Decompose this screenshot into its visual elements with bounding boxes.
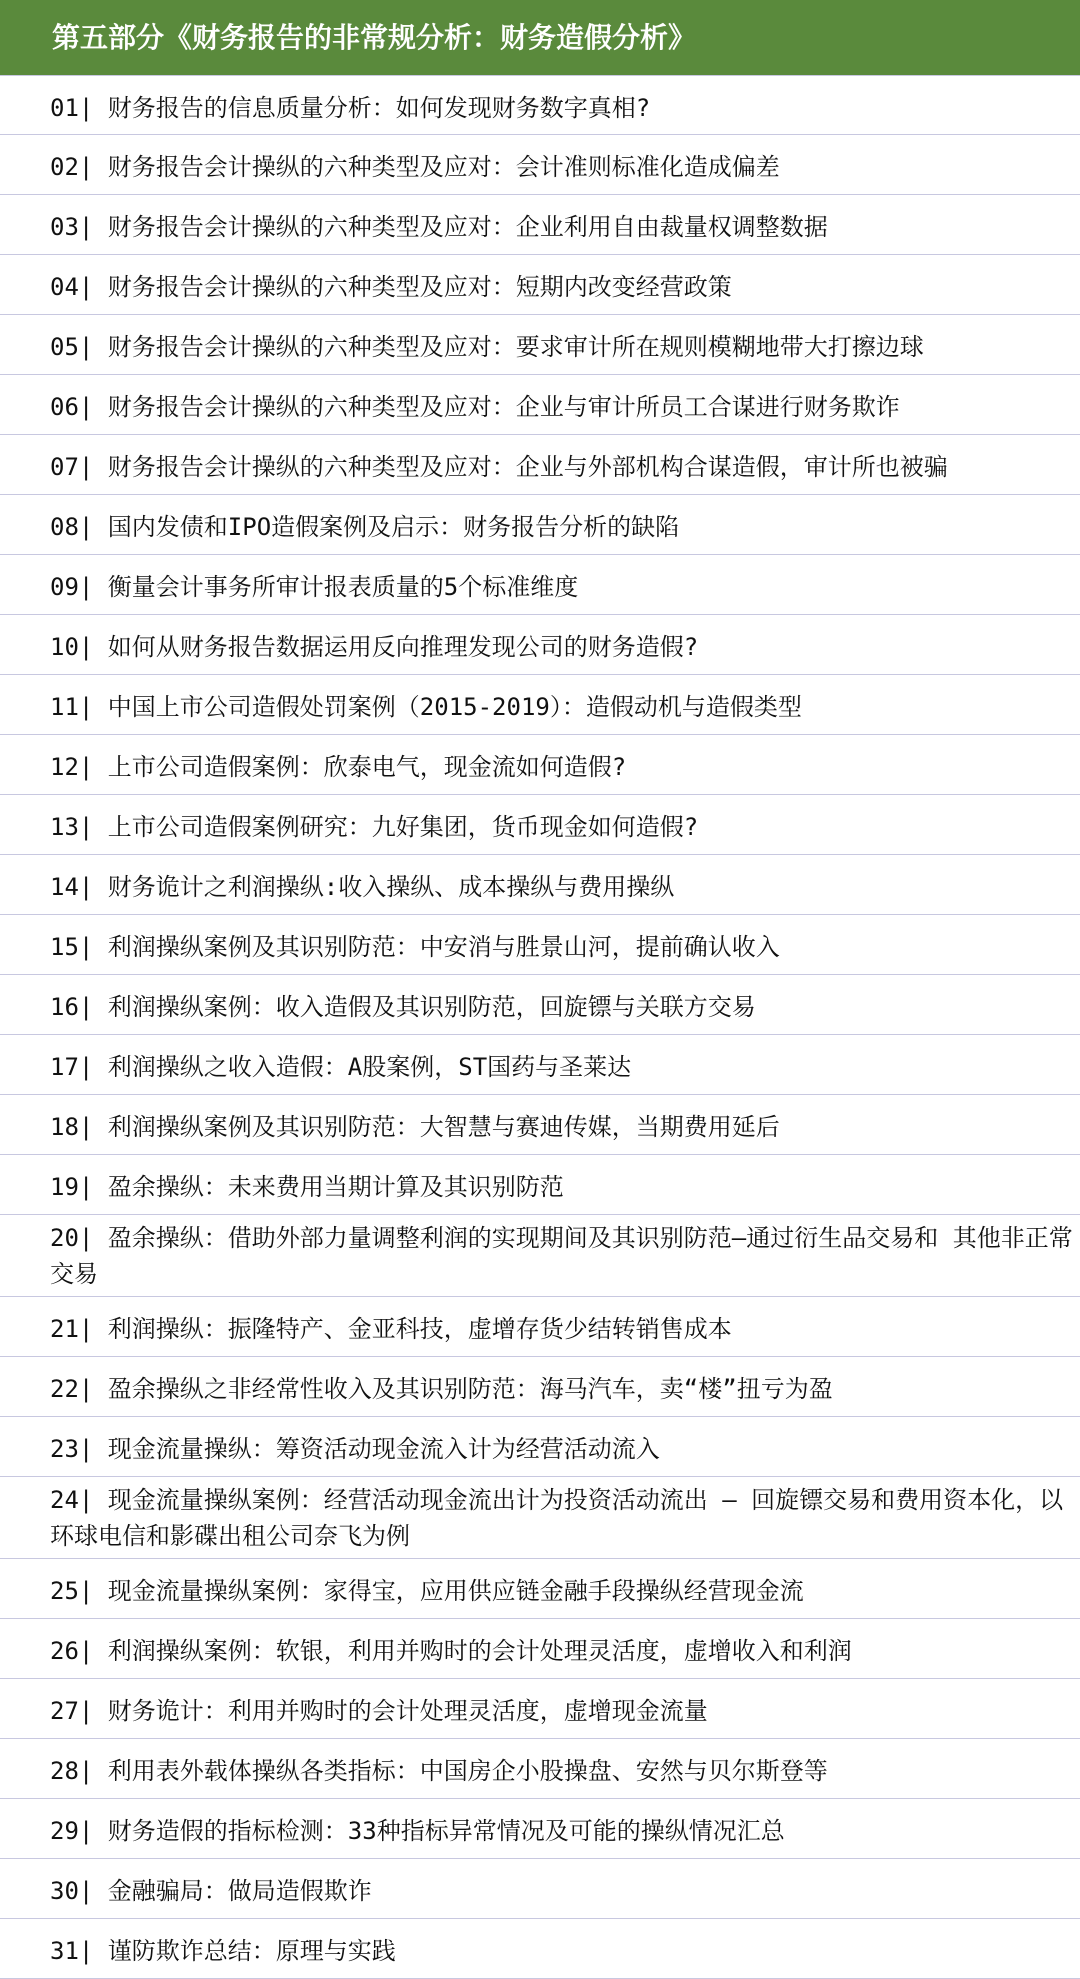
list-item-text: 21| 利润操纵：振隆特产、金亚科技，虚增存货少结转销售成本 <box>50 1315 732 1343</box>
list-item-text: 29| 财务造假的指标检测：33种指标异常情况及可能的操纵情况汇总 <box>50 1817 785 1845</box>
list-item <box>0 795 1080 855</box>
list-item <box>0 1919 1080 1979</box>
list-item <box>0 1739 1080 1799</box>
list-item <box>0 735 1080 795</box>
list-item <box>0 1215 1080 1297</box>
list-item <box>0 615 1080 675</box>
list-item <box>0 1417 1080 1477</box>
list-item <box>0 975 1080 1035</box>
list-item-text: 22| 盈余操纵之非经常性收入及其识别防范：海马汽车，卖“楼”扭亏为盈 <box>50 1375 833 1403</box>
list-item <box>0 1155 1080 1215</box>
list-item <box>0 495 1080 555</box>
list-item-text: 23| 现金流量操纵：筹资活动现金流入计为经营活动流入 <box>50 1435 660 1463</box>
list-item <box>0 195 1080 255</box>
list-item-text: 30| 金融骗局：做局造假欺诈 <box>50 1877 372 1905</box>
list-item <box>0 1799 1080 1859</box>
list-item <box>0 855 1080 915</box>
list-item-text: 24| 现金流量操纵案例：经营活动现金流出计为投资活动流出 — 回旋镖交易和费用资本化，以环球电信和影碟出租公司奈飞为例 <box>50 1485 1064 1550</box>
list-item-text: 15| 利润操纵案例及其识别防范：中安消与胜景山河，提前确认收入 <box>50 933 780 961</box>
section-header <box>0 0 1080 75</box>
list-item-text: 06| 财务报告会计操纵的六种类型及应对：企业与审计所员工合谋进行财务欺诈 <box>50 393 900 421</box>
list-item <box>0 315 1080 375</box>
list-item-text: 26| 利润操纵案例：软银，利用并购时的会计处理灵活度，虚增收入和利润 <box>50 1637 852 1665</box>
list-item-text: 02| 财务报告会计操纵的六种类型及应对：会计准则标准化造成偏差 <box>50 153 780 181</box>
list-item-text: 19| 盈余操纵：未来费用当期计算及其识别防范 <box>50 1173 564 1201</box>
list-item-text: 17| 利润操纵之收入造假：A股案例，ST国药与圣莱达 <box>50 1053 632 1081</box>
list-item <box>0 555 1080 615</box>
list-item-text: 11| 中国上市公司造假处罚案例（2015-2019）：造假动机与造假类型 <box>50 693 802 721</box>
list-item <box>0 135 1080 195</box>
list-item-text: 25| 现金流量操纵案例：家得宝，应用供应链金融手段操纵经营现金流 <box>50 1577 804 1605</box>
list-item <box>0 1679 1080 1739</box>
list-item-text: 10| 如何从财务报告数据运用反向推理发现公司的财务造假? <box>50 633 699 661</box>
list-item <box>0 1859 1080 1919</box>
list-item-text: 09| 衡量会计事务所审计报表质量的5个标准维度 <box>50 573 579 601</box>
list-item <box>0 1559 1080 1619</box>
table-of-contents <box>0 75 1080 1979</box>
list-item <box>0 915 1080 975</box>
section-title: 第五部分《财务报告的非常规分析：财务造假分析》 <box>52 21 697 54</box>
list-item <box>0 1619 1080 1679</box>
list-item <box>0 75 1080 135</box>
list-item <box>0 1357 1080 1417</box>
list-item <box>0 1095 1080 1155</box>
list-item-text: 07| 财务报告会计操纵的六种类型及应对：企业与外部机构合谋造假，审计所也被骗 <box>50 453 948 481</box>
list-item <box>0 1477 1080 1559</box>
list-item-text: 05| 财务报告会计操纵的六种类型及应对：要求审计所在规则模糊地带大打擦边球 <box>50 333 924 361</box>
list-item-text: 16| 利润操纵案例：收入造假及其识别防范，回旋镖与关联方交易 <box>50 993 756 1021</box>
list-item-text: 27| 财务诡计：利用并购时的会计处理灵活度，虚增现金流量 <box>50 1697 708 1725</box>
list-item-text: 14| 财务诡计之利润操纵:收入操纵、成本操纵与费用操纵 <box>50 873 675 901</box>
list-item-text: 08| 国内发债和IPO造假案例及启示：财务报告分析的缺陷 <box>50 513 680 541</box>
list-item-text: 20| 盈余操纵：借助外部力量调整利润的实现期间及其识别防范—通过衍生品交易和 其他非正常交易 <box>50 1223 1073 1288</box>
list-item-text: 04| 财务报告会计操纵的六种类型及应对：短期内改变经营政策 <box>50 273 732 301</box>
list-item-text: 12| 上市公司造假案例：欣泰电气，现金流如何造假? <box>50 753 627 781</box>
list-item-text: 03| 财务报告会计操纵的六种类型及应对：企业利用自由裁量权调整数据 <box>50 213 828 241</box>
list-item <box>0 1297 1080 1357</box>
list-item-text: 31| 谨防欺诈总结：原理与实践 <box>50 1937 396 1965</box>
list-item-text: 13| 上市公司造假案例研究：九好集团，货币现金如何造假? <box>50 813 699 841</box>
list-item-text: 28| 利用表外载体操纵各类指标：中国房企小股操盘、安然与贝尔斯登等 <box>50 1757 828 1785</box>
list-item <box>0 1035 1080 1095</box>
list-item <box>0 255 1080 315</box>
list-item-text: 01| 财务报告的信息质量分析：如何发现财务数字真相? <box>50 93 651 122</box>
list-item-text: 18| 利润操纵案例及其识别防范：大智慧与赛迪传媒，当期费用延后 <box>50 1113 780 1141</box>
list-item <box>0 435 1080 495</box>
list-item <box>0 375 1080 435</box>
list-item <box>0 675 1080 735</box>
